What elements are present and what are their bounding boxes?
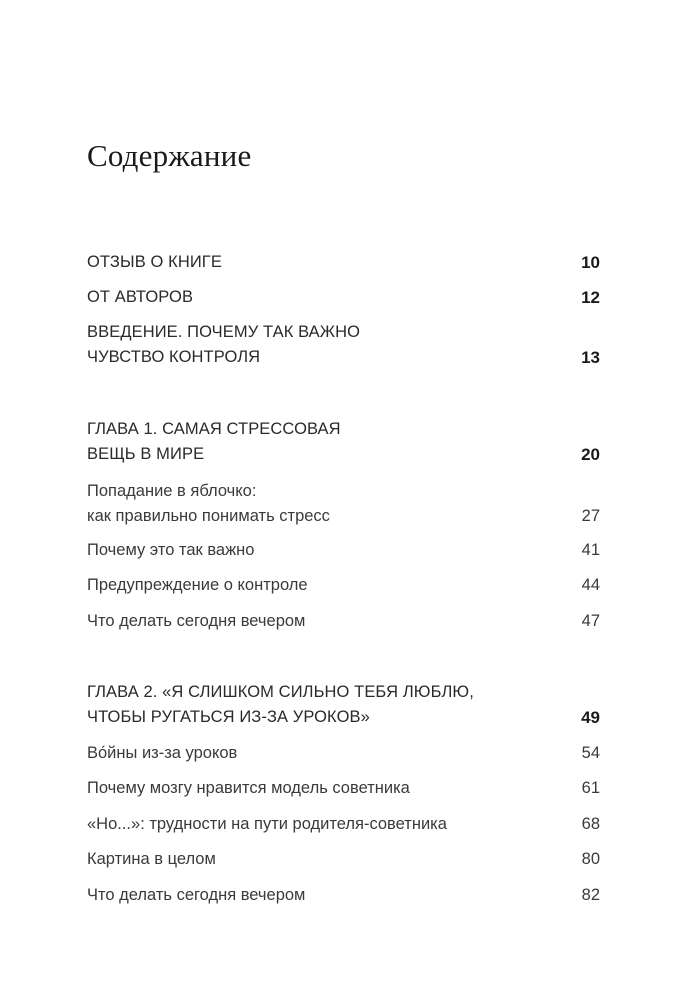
- toc-entry-title: Предупреждение о контроле: [87, 576, 308, 594]
- toc-page-number: 61: [581, 779, 600, 797]
- toc-page-number: 82: [581, 886, 600, 904]
- toc-entry-title: Почему это так важно: [87, 541, 255, 559]
- toc-entry-big-picture: [87, 847, 600, 872]
- toc-entry-chapter-1: [87, 417, 600, 467]
- page-title: Содержание: [87, 138, 252, 173]
- toc-entry-tonight-2: [87, 883, 600, 908]
- toc-page-number: 80: [581, 850, 600, 868]
- toc-entry-title: Что делать сегодня вечером: [87, 612, 306, 630]
- toc-entry-title: ОТ АВТОРОВ: [87, 288, 194, 306]
- toc-page-number: 41: [581, 541, 600, 559]
- toc-entry-tonight-1: [87, 609, 600, 634]
- toc-entry-control-warning: [87, 573, 600, 598]
- toc-entry-title: Что делать сегодня вечером: [87, 886, 306, 904]
- toc-entry-difficulties: [87, 812, 600, 837]
- toc-entry-title: Попадание в яблочко: как правильно понимать стресс: [87, 482, 330, 525]
- toc-entry-title: ГЛАВА 2. «Я СЛИШКОМ СИЛЬНО ТЕБЯ ЛЮБЛЮ, ЧТОБЫ РУГАТЬСЯ ИЗ-ЗА УРОКОВ»: [87, 683, 474, 726]
- toc-page-number: 49: [581, 708, 600, 727]
- toc-entry-review: [87, 250, 600, 275]
- toc-entry-chapter-2: [87, 680, 600, 730]
- toc-page-number: 44: [581, 576, 600, 594]
- toc-page-number: 12: [581, 288, 600, 307]
- toc-page-number: 13: [581, 348, 600, 367]
- toc-entry-title: ВВЕДЕНИЕ. ПОЧЕМУ ТАК ВАЖНО ЧУВСТВО КОНТРОЛЯ: [87, 323, 361, 366]
- toc-entry-title: Почему мозгу нравится модель советника: [87, 779, 410, 797]
- toc-entry-authors: [87, 285, 600, 310]
- toc-entry-bullseye: [87, 479, 600, 529]
- toc-entry-title: ОТЗЫВ О КНИГЕ: [87, 253, 222, 271]
- toc-entry-title: «Но...»: трудности на пути родителя-советника: [87, 815, 447, 833]
- toc-entry-title: ГЛАВА 1. САМАЯ СТРЕССОВАЯ ВЕЩЬ В МИРЕ: [87, 420, 341, 463]
- toc-page-number: 20: [581, 445, 600, 464]
- toc-page-number: 10: [581, 253, 600, 272]
- toc-entry-homework-wars: [87, 741, 600, 766]
- toc-page-number: 47: [581, 612, 600, 630]
- toc-page-number: 68: [581, 815, 600, 833]
- toc-entry-introduction: [87, 320, 600, 370]
- toc-page-number: 27: [581, 507, 600, 525]
- toc-entry-title: Во́йны из-за уроков: [87, 744, 238, 762]
- toc-entry-why-important: [87, 538, 600, 563]
- toc-entry-title: Картина в целом: [87, 850, 216, 868]
- toc-entry-advisor-model: [87, 776, 600, 801]
- toc-page-number: 54: [581, 744, 600, 762]
